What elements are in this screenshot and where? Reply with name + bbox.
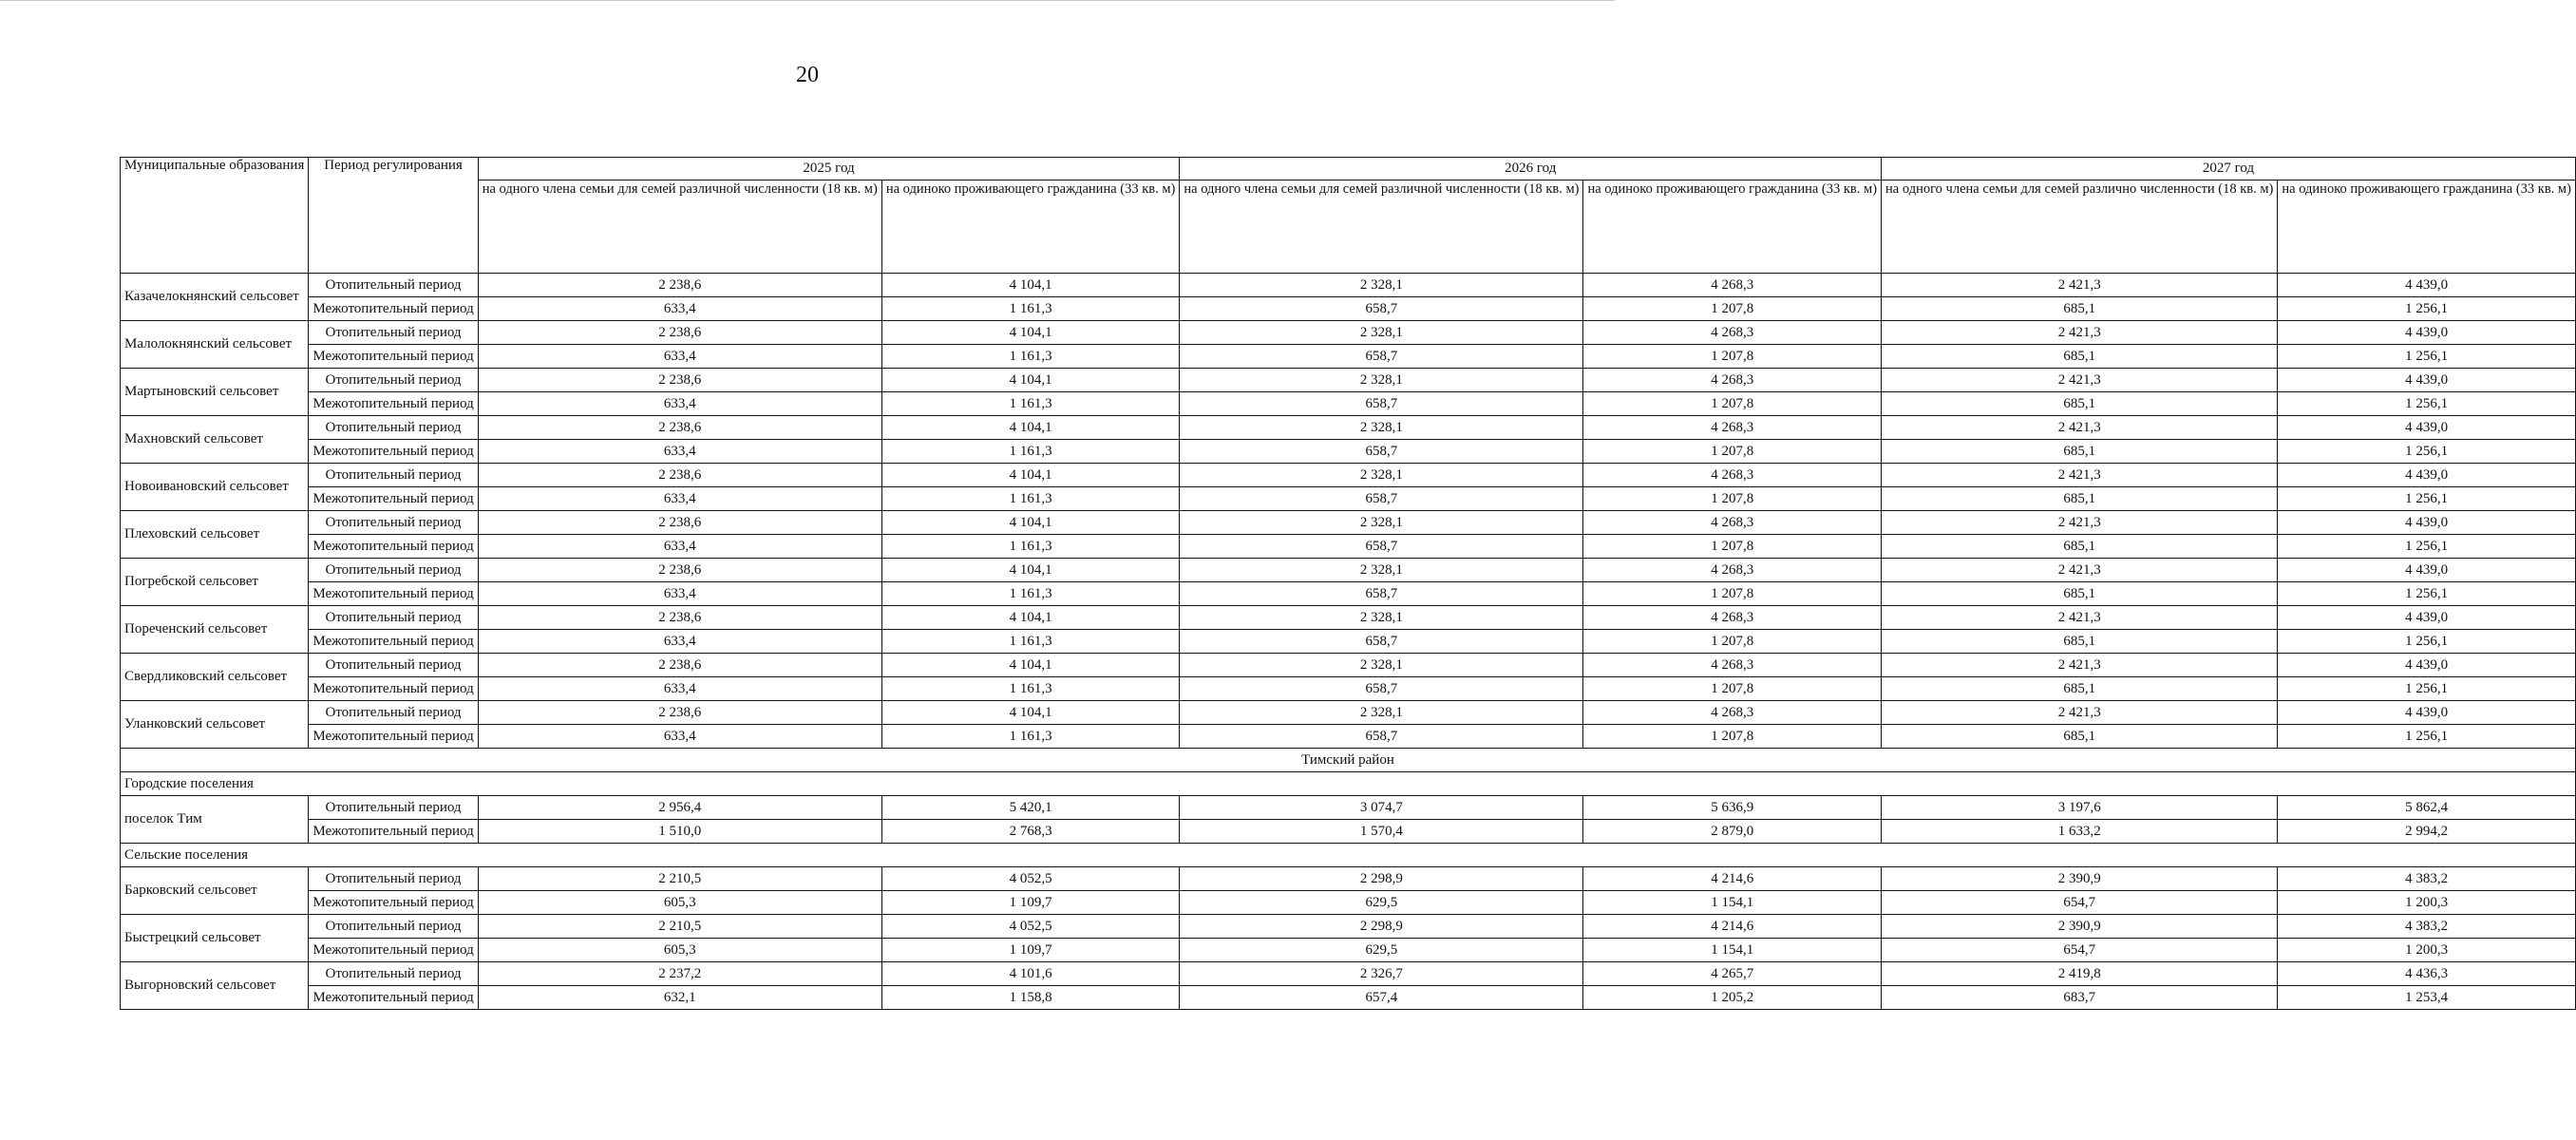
tariff-value: 4 439,0 [2278, 369, 2576, 392]
period-label: Межотопительный период [309, 725, 478, 749]
tariff-value: 2 238,6 [478, 321, 881, 345]
tariff-value: 2 879,0 [1583, 820, 1882, 844]
tariff-value: 1 109,7 [881, 939, 1180, 962]
tariff-value: 4 268,3 [1583, 464, 1882, 487]
table-row [121, 986, 2576, 1010]
period-label: Отопительный период [309, 654, 478, 677]
tariff-value: 685,1 [1882, 630, 2278, 654]
tariff-value: 1 570,4 [1180, 820, 1583, 844]
period-label: Межотопительный период [309, 986, 478, 1010]
tariff-value: 1 207,8 [1583, 487, 1882, 511]
tariff-value: 1 207,8 [1583, 297, 1882, 321]
header-sub-2027-single: на одиноко проживающего гражданина (33 кв. м) [2278, 180, 2576, 274]
tariff-value: 654,7 [1882, 891, 2278, 915]
tariff-value: 1 154,1 [1583, 891, 1882, 915]
table-row [121, 511, 2576, 535]
tariff-value: 605,3 [478, 939, 881, 962]
tariff-value: 1 161,3 [881, 297, 1180, 321]
tariff-value: 1 161,3 [881, 677, 1180, 701]
tariff-value: 685,1 [1882, 535, 2278, 559]
tariff-value: 4 052,5 [881, 915, 1180, 939]
tariff-value: 4 268,3 [1583, 701, 1882, 725]
period-label: Отопительный период [309, 416, 478, 440]
table-row [121, 630, 2576, 654]
header-sub-2026-family: на одного члена семьи для семей различной численности (18 кв. м) [1180, 180, 1583, 274]
tariff-value: 2 328,1 [1180, 654, 1583, 677]
table-row [121, 345, 2576, 369]
table-row [121, 582, 2576, 606]
municipality-name: Казачелокнянский сельсовет [121, 274, 309, 321]
tariff-value: 1 161,3 [881, 487, 1180, 511]
period-label: Межотопительный период [309, 677, 478, 701]
tariff-value: 2 238,6 [478, 416, 881, 440]
header-year-2026: 2026 год [1180, 158, 1882, 180]
tariff-value: 2 328,1 [1180, 464, 1583, 487]
period-label: Отопительный период [309, 511, 478, 535]
table-row [121, 440, 2576, 464]
period-label: Межотопительный период [309, 392, 478, 416]
period-label: Межотопительный период [309, 630, 478, 654]
tariff-value: 4 104,1 [881, 654, 1180, 677]
tariff-value: 1 161,3 [881, 345, 1180, 369]
municipality-name: Новоивановский сельсовет [121, 464, 309, 511]
tariff-value: 1 161,3 [881, 535, 1180, 559]
tariff-value: 2 238,6 [478, 369, 881, 392]
tariff-value: 2 421,3 [1882, 464, 2278, 487]
tariff-value: 632,1 [478, 986, 881, 1010]
table-row [121, 369, 2576, 392]
tariff-value: 4 268,3 [1583, 369, 1882, 392]
tariff-value: 4 439,0 [2278, 559, 2576, 582]
tariff-value: 2 421,3 [1882, 511, 2278, 535]
tariff-value: 1 510,0 [478, 820, 881, 844]
tariff-value: 4 214,6 [1583, 867, 1882, 891]
tariff-value: 4 104,1 [881, 464, 1180, 487]
table-row [121, 464, 2576, 487]
tariff-value: 658,7 [1180, 345, 1583, 369]
tariff-value: 2 328,1 [1180, 606, 1583, 630]
tariff-value: 658,7 [1180, 297, 1583, 321]
tariff-value: 5 420,1 [881, 796, 1180, 820]
period-label: Отопительный период [309, 962, 478, 986]
period-label: Межотопительный период [309, 820, 478, 844]
table-row [121, 487, 2576, 511]
tariff-value: 658,7 [1180, 392, 1583, 416]
tariff-value: 2 421,3 [1882, 559, 2278, 582]
table-row [121, 559, 2576, 582]
tariff-value: 2 326,7 [1180, 962, 1583, 986]
tariff-value: 633,4 [478, 392, 881, 416]
period-label: Отопительный период [309, 915, 478, 939]
tariff-value: 1 154,1 [1583, 939, 1882, 962]
tariff-value: 4 439,0 [2278, 274, 2576, 297]
tariff-value: 4 439,0 [2278, 701, 2576, 725]
tariff-value: 2 421,3 [1882, 321, 2278, 345]
tariff-value: 1 256,1 [2278, 677, 2576, 701]
header-sub-2026-single: на одиноко проживающего гражданина (33 кв. м) [1583, 180, 1882, 274]
period-label: Отопительный период [309, 369, 478, 392]
tariff-value: 4 104,1 [881, 274, 1180, 297]
header-sub-2027-family: на одного члена семьи для семей различно численности (18 кв. м) [1882, 180, 2278, 274]
municipality-name: Мартыновский сельсовет [121, 369, 309, 416]
tariff-value: 633,4 [478, 677, 881, 701]
tariff-value: 658,7 [1180, 535, 1583, 559]
table-row [121, 867, 2576, 891]
table-row [121, 274, 2576, 297]
tariff-value: 1 633,2 [1882, 820, 2278, 844]
tariff-value: 4 104,1 [881, 701, 1180, 725]
page-number: 20 [796, 63, 819, 87]
tariff-value: 2 419,8 [1882, 962, 2278, 986]
tariff-value: 4 439,0 [2278, 606, 2576, 630]
tariff-value: 2 238,6 [478, 274, 881, 297]
tariff-value: 4 436,3 [2278, 962, 2576, 986]
period-label: Межотопительный период [309, 891, 478, 915]
tariff-value: 2 238,6 [478, 606, 881, 630]
tariff-value: 2 210,5 [478, 915, 881, 939]
period-label: Отопительный период [309, 274, 478, 297]
tariff-value: 4 214,6 [1583, 915, 1882, 939]
tariff-value: 685,1 [1882, 725, 2278, 749]
municipality-name: Барковский сельсовет [121, 867, 309, 915]
tariff-value: 4 439,0 [2278, 321, 2576, 345]
period-label: Отопительный период [309, 867, 478, 891]
tariff-value: 633,4 [478, 582, 881, 606]
tariff-value: 4 104,1 [881, 369, 1180, 392]
tariff-value: 2 956,4 [478, 796, 881, 820]
table-row [121, 654, 2576, 677]
page-top-edge [0, 0, 1615, 1]
tariff-value: 633,4 [478, 345, 881, 369]
tariff-value: 2 390,9 [1882, 915, 2278, 939]
tariff-value: 3 197,6 [1882, 796, 2278, 820]
tariff-value: 2 210,5 [478, 867, 881, 891]
tariff-value: 1 158,8 [881, 986, 1180, 1010]
tariff-value: 1 200,3 [2278, 891, 2576, 915]
tariff-value: 683,7 [1882, 986, 2278, 1010]
period-label: Межотопительный период [309, 535, 478, 559]
tariff-value: 658,7 [1180, 630, 1583, 654]
tariff-value: 1 207,8 [1583, 392, 1882, 416]
tariff-value: 2 238,6 [478, 559, 881, 582]
tariff-value: 2 421,3 [1882, 654, 2278, 677]
tariff-value: 2 298,9 [1180, 867, 1583, 891]
table-row [121, 820, 2576, 844]
header-year-2027: 2027 год [1882, 158, 2576, 180]
tariff-value: 685,1 [1882, 582, 2278, 606]
tariff-value: 4 439,0 [2278, 416, 2576, 440]
tariff-value: 685,1 [1882, 345, 2278, 369]
tariff-value: 1 161,3 [881, 630, 1180, 654]
period-label: Отопительный период [309, 464, 478, 487]
tariff-value: 4 268,3 [1583, 416, 1882, 440]
tariff-value: 4 439,0 [2278, 464, 2576, 487]
tariff-table [120, 157, 2576, 1010]
period-label: Межотопительный период [309, 440, 478, 464]
section-header-row [121, 772, 2576, 796]
tariff-value: 1 161,3 [881, 440, 1180, 464]
section-title: Сельские поселения [121, 844, 2576, 867]
period-label: Отопительный период [309, 559, 478, 582]
table-row [121, 891, 2576, 915]
tariff-value: 5 862,4 [2278, 796, 2576, 820]
municipality-name: Малолокнянский сельсовет [121, 321, 309, 369]
tariff-value: 1 207,8 [1583, 440, 1882, 464]
municipality-name: Быстрецкий сельсовет [121, 915, 309, 962]
tariff-value: 685,1 [1882, 487, 2278, 511]
tariff-value: 2 328,1 [1180, 511, 1583, 535]
header-period: Период регулирования [309, 158, 478, 274]
section-header-row [121, 844, 2576, 867]
tariff-value: 1 256,1 [2278, 297, 2576, 321]
tariff-value: 685,1 [1882, 677, 2278, 701]
header-sub-2025-single: на одиноко проживающего гражданина (33 кв. м) [881, 180, 1180, 274]
section-title: Тимский район [121, 749, 2576, 772]
tariff-value: 4 439,0 [2278, 654, 2576, 677]
tariff-value: 4 104,1 [881, 416, 1180, 440]
tariff-value: 633,4 [478, 440, 881, 464]
municipality-name: Выгорновский сельсовет [121, 962, 309, 1010]
tariff-value: 4 104,1 [881, 559, 1180, 582]
tariff-value: 4 101,6 [881, 962, 1180, 986]
tariff-value: 2 328,1 [1180, 559, 1583, 582]
tariff-value: 4 268,3 [1583, 511, 1882, 535]
table-row [121, 701, 2576, 725]
tariff-value: 633,4 [478, 630, 881, 654]
tariff-value: 4 052,5 [881, 867, 1180, 891]
table-row [121, 606, 2576, 630]
tariff-value: 658,7 [1180, 440, 1583, 464]
tariff-value: 658,7 [1180, 487, 1583, 511]
tariff-value: 2 328,1 [1180, 416, 1583, 440]
table-row [121, 796, 2576, 820]
tariff-value: 658,7 [1180, 582, 1583, 606]
tariff-value: 4 268,3 [1583, 606, 1882, 630]
tariff-value: 685,1 [1882, 297, 2278, 321]
tariff-value: 1 256,1 [2278, 535, 2576, 559]
tariff-value: 685,1 [1882, 440, 2278, 464]
municipality-name: Пореченский сельсовет [121, 606, 309, 654]
tariff-value: 658,7 [1180, 725, 1583, 749]
table-row [121, 962, 2576, 986]
table-row [121, 392, 2576, 416]
tariff-value: 1 200,3 [2278, 939, 2576, 962]
table-row [121, 677, 2576, 701]
table-row [121, 915, 2576, 939]
period-label: Отопительный период [309, 701, 478, 725]
table-row [121, 297, 2576, 321]
tariff-value: 1 253,4 [2278, 986, 2576, 1010]
tariff-value: 3 074,7 [1180, 796, 1583, 820]
tariff-value: 633,4 [478, 725, 881, 749]
tariff-value: 1 207,8 [1583, 630, 1882, 654]
tariff-value: 4 268,3 [1583, 274, 1882, 297]
tariff-value: 1 161,3 [881, 725, 1180, 749]
tariff-value: 1 256,1 [2278, 725, 2576, 749]
tariff-value: 2 238,6 [478, 701, 881, 725]
tariff-value: 657,4 [1180, 986, 1583, 1010]
tariff-value: 1 207,8 [1583, 677, 1882, 701]
tariff-value: 633,4 [478, 487, 881, 511]
header-municipality: Муниципальные образования [121, 158, 309, 274]
tariff-value: 4 439,0 [2278, 511, 2576, 535]
tariff-value: 4 104,1 [881, 321, 1180, 345]
tariff-value: 1 207,8 [1583, 582, 1882, 606]
tariff-value: 1 256,1 [2278, 487, 2576, 511]
tariff-value: 2 390,9 [1882, 867, 2278, 891]
table-row [121, 939, 2576, 962]
tariff-value: 2 298,9 [1180, 915, 1583, 939]
header-sub-2025-family: на одного члена семьи для семей различной численности (18 кв. м) [478, 180, 881, 274]
tariff-value: 2 328,1 [1180, 701, 1583, 725]
tariff-value: 1 256,1 [2278, 630, 2576, 654]
municipality-name: Плеховский сельсовет [121, 511, 309, 559]
municipality-name: Свердликовский сельсовет [121, 654, 309, 701]
tariff-value: 605,3 [478, 891, 881, 915]
tariff-value: 685,1 [1882, 392, 2278, 416]
tariff-value: 633,4 [478, 297, 881, 321]
tariff-value: 1 161,3 [881, 582, 1180, 606]
table-row [121, 535, 2576, 559]
period-label: Межотопительный период [309, 297, 478, 321]
tariff-value: 1 256,1 [2278, 440, 2576, 464]
period-label: Отопительный период [309, 321, 478, 345]
tariff-value: 1 256,1 [2278, 392, 2576, 416]
tariff-value: 4 268,3 [1583, 321, 1882, 345]
table-body [121, 274, 2576, 1010]
tariff-value: 2 421,3 [1882, 369, 2278, 392]
municipality-name: Махновский сельсовет [121, 416, 309, 464]
table-row [121, 416, 2576, 440]
tariff-value: 4 268,3 [1583, 559, 1882, 582]
tariff-value: 2 238,6 [478, 511, 881, 535]
tariff-value: 629,5 [1180, 891, 1583, 915]
tariff-value: 2 328,1 [1180, 369, 1583, 392]
period-label: Межотопительный период [309, 582, 478, 606]
tariff-value: 1 161,3 [881, 392, 1180, 416]
period-label: Межотопительный период [309, 939, 478, 962]
municipality-name: поселок Тим [121, 796, 309, 844]
tariff-value: 1 256,1 [2278, 345, 2576, 369]
tariff-value: 1 109,7 [881, 891, 1180, 915]
tariff-value: 1 207,8 [1583, 725, 1882, 749]
table-row [121, 321, 2576, 345]
tariff-value: 2 994,2 [2278, 820, 2576, 844]
tariff-value: 2 238,6 [478, 654, 881, 677]
period-label: Отопительный период [309, 796, 478, 820]
tariff-value: 4 104,1 [881, 606, 1180, 630]
tariff-value: 633,4 [478, 535, 881, 559]
section-header-row [121, 749, 2576, 772]
tariff-value: 2 328,1 [1180, 321, 1583, 345]
tariff-value: 1 207,8 [1583, 345, 1882, 369]
tariff-value: 4 383,2 [2278, 867, 2576, 891]
section-title: Городские поселения [121, 772, 2576, 796]
tariff-value: 2 421,3 [1882, 701, 2278, 725]
tariff-value: 2 421,3 [1882, 274, 2278, 297]
period-label: Межотопительный период [309, 487, 478, 511]
tariff-value: 4 265,7 [1583, 962, 1882, 986]
tariff-value: 654,7 [1882, 939, 2278, 962]
tariff-value: 4 383,2 [2278, 915, 2576, 939]
tariff-value: 2 421,3 [1882, 606, 2278, 630]
period-label: Отопительный период [309, 606, 478, 630]
period-label: Межотопительный период [309, 345, 478, 369]
table-row [121, 725, 2576, 749]
tariff-value: 5 636,9 [1583, 796, 1882, 820]
tariff-value: 1 207,8 [1583, 535, 1882, 559]
tariff-value: 2 238,6 [478, 464, 881, 487]
tariff-value: 629,5 [1180, 939, 1583, 962]
tariff-value: 2 328,1 [1180, 274, 1583, 297]
tariff-value: 2 237,2 [478, 962, 881, 986]
tariff-value: 2 768,3 [881, 820, 1180, 844]
tariff-value: 4 268,3 [1583, 654, 1882, 677]
tariff-value: 658,7 [1180, 677, 1583, 701]
tariff-value: 2 421,3 [1882, 416, 2278, 440]
header-year-2025: 2025 год [478, 158, 1180, 180]
tariff-value: 4 104,1 [881, 511, 1180, 535]
municipality-name: Погребской сельсовет [121, 559, 309, 606]
tariff-value: 1 205,2 [1583, 986, 1882, 1010]
municipality-name: Уланковский сельсовет [121, 701, 309, 749]
tariff-value: 1 256,1 [2278, 582, 2576, 606]
